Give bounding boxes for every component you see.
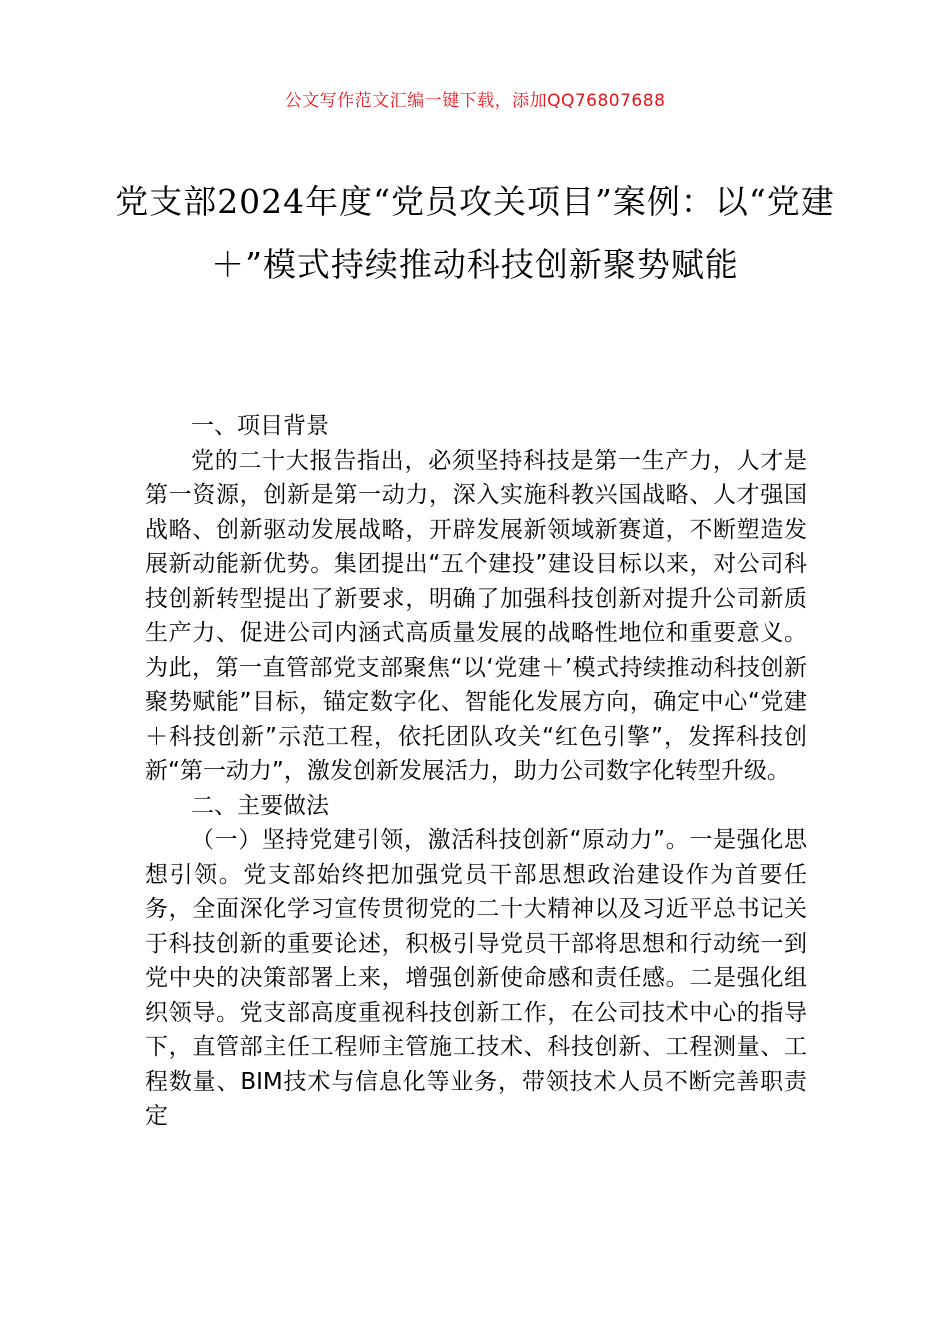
download-notice: 公文写作范文汇编一键下载，添加QQ76807688 [284, 91, 666, 111]
paragraph-background: 党的二十大报告指出，必须坚持科技是第一生产力，人才是第一资源，创新是第一动力，深入实施科教兴国战略、人才强国战略、创新驱动发展战略，开辟发展新领域新赛道，不断塑造发展新动能新优势。集团提出“五个建投”建设目标以来，对公司科技创新转型提出了新要求，明确了加强科技创新对提升公司新质生产力、促进公司内涵式高质量发展的战略性地位和重要意义。为此，第一直管部党支部聚焦“以‘党建＋’模式持续推动科技创新聚势赋能”目标，锚定数字化、智能化发展方向，确定中心“党建＋科技创新”示范工程，依托团队攻关“红色引擎”，发挥科技创新“第一动力”，激发创新发展活力，助力公司数字化转型升级。 [145, 447, 807, 784]
paragraph-practices: （一）坚持党建引领，激活科技创新“原动力”。一是强化思想引领。党支部始终把加强党员干部思想政治建设作为首要任务，全面深化学习宣传贯彻党的二十大精神以及习近平总书记关于科技创新的重要论述，积极引导党员干部将思想和行动统一到党中央的决策部署上来，增强创新使命感和责任感。二是强化组织领导。党支部高度重视科技创新工作，在公司技术中心的指导下，直管部主任工程师主管施工技术、科技创新、工程测量、工程数量、BIM技术与信息化等业务，带领技术人员不断完善职责定 [145, 827, 807, 1129]
document-body [145, 409, 807, 1134]
section-heading-practices: 二、主要做法 [191, 792, 329, 819]
document-title: 党支部2024年度“党员攻关项目”案例：以“党建＋”模式持续推动科技创新聚势赋能 [115, 182, 835, 284]
section-heading-background: 一、项目背景 [191, 413, 329, 439]
